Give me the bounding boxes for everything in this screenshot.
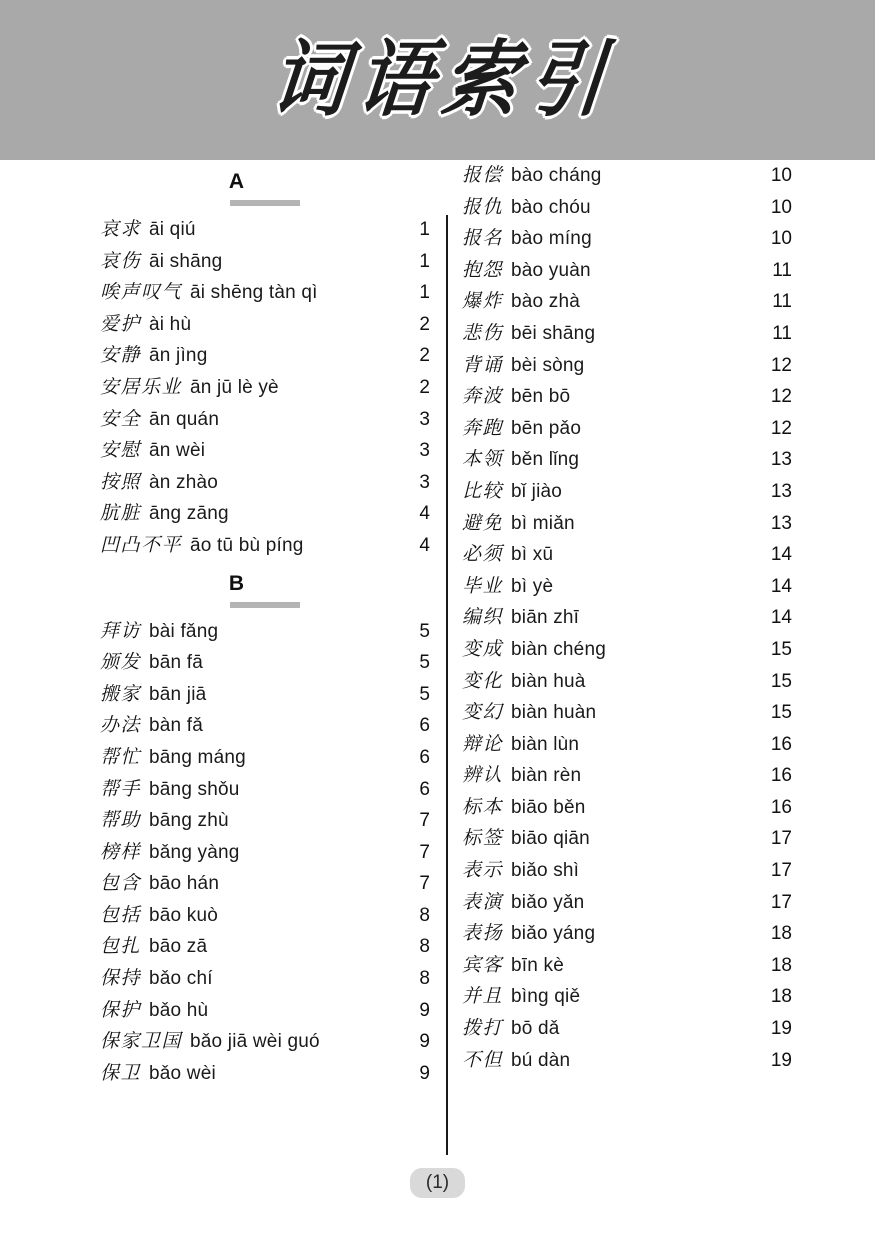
- entry-pinyin: bǎo wèi: [149, 1062, 216, 1084]
- entry-pinyin: biàn lùn: [511, 733, 580, 755]
- entry-page-number: 6: [419, 715, 430, 737]
- entry-pinyin: bāo hán: [149, 873, 220, 895]
- entry-pinyin: bèi sòng: [511, 354, 585, 376]
- index-entry-text: [100, 616, 386, 643]
- entry-pinyin: bú dàn: [511, 1049, 571, 1071]
- entry-word: 哀伤: [100, 249, 142, 272]
- entry-word: 避免: [462, 511, 504, 534]
- entry-word: 保护: [100, 998, 142, 1021]
- page-footer: [0, 1168, 875, 1198]
- entry-word: 安慰: [100, 439, 142, 462]
- entry-word: 肮脏: [100, 502, 142, 525]
- index-entry-text: [462, 444, 748, 471]
- entry-word: 报名: [462, 227, 504, 250]
- entry-word: 悲伤: [462, 321, 504, 344]
- entry-page-number: 10: [770, 228, 792, 250]
- index-entry-text: [462, 602, 748, 629]
- entry-page-number: 13: [770, 449, 792, 471]
- entry-word: 唉声叹气: [100, 281, 183, 304]
- index-entry-row[interactable]: [462, 918, 792, 950]
- entry-pinyin: bō dǎ: [511, 1018, 560, 1040]
- index-entry-text: [100, 1058, 386, 1085]
- entry-pinyin: bēi shāng: [511, 322, 596, 344]
- index-entry-row[interactable]: [100, 837, 430, 869]
- index-entry-text: [462, 887, 748, 914]
- entry-word: 抱怨: [462, 258, 504, 281]
- section-rule: [230, 602, 300, 608]
- index-entry-row[interactable]: [462, 634, 792, 666]
- index-entry-row[interactable]: [100, 404, 430, 436]
- entry-pinyin: bǎo jiā wèi guó: [190, 1031, 320, 1053]
- index-entry-row[interactable]: [462, 508, 792, 540]
- entry-pinyin: bào míng: [511, 228, 592, 250]
- entry-page-number: 4: [419, 503, 430, 525]
- index-entry-text: [462, 286, 748, 313]
- index-entry-row[interactable]: [100, 246, 430, 278]
- entry-page-number: 11: [772, 291, 792, 313]
- entry-page-number: 7: [419, 810, 430, 832]
- entry-page-number: 7: [419, 873, 430, 895]
- entry-pinyin: biǎo shì: [511, 860, 580, 882]
- entry-page-number: 7: [419, 841, 430, 863]
- index-entry-text: [100, 995, 386, 1022]
- entry-pinyin: bǎo chí: [149, 968, 213, 990]
- index-entry-text: [462, 192, 748, 219]
- entry-pinyin: àn zhào: [149, 471, 219, 493]
- entry-word: 毕业: [462, 574, 504, 597]
- entry-page-number: 14: [770, 575, 792, 597]
- entry-page-number: 3: [419, 408, 430, 430]
- index-entry-text: [462, 855, 748, 882]
- index-entry-row[interactable]: [100, 805, 430, 837]
- index-entry-text: [462, 950, 748, 977]
- entry-pinyin: bàn fǎ: [149, 715, 204, 737]
- index-entry-row[interactable]: [462, 792, 792, 824]
- index-entry-text: [100, 214, 386, 241]
- entry-page-number: 6: [419, 746, 430, 768]
- index-entry-text: [462, 697, 748, 724]
- index-entry-row[interactable]: [462, 855, 792, 887]
- entry-word: 报偿: [462, 164, 504, 186]
- entry-page-number: 2: [419, 345, 430, 367]
- entry-pinyin: ài hù: [149, 313, 192, 335]
- index-entry-text: [100, 679, 386, 706]
- index-entry-text: [100, 498, 386, 525]
- index-entry-row[interactable]: [462, 286, 792, 318]
- entry-page-number: 18: [770, 923, 792, 945]
- entry-pinyin: bì miǎn: [511, 512, 575, 534]
- entry-pinyin: bǎng yàng: [149, 841, 240, 863]
- entry-pinyin: biān zhī: [511, 607, 580, 629]
- index-entry-text: [100, 931, 386, 958]
- index-entry-text: [462, 350, 748, 377]
- index-entry-row[interactable]: [462, 760, 792, 792]
- entry-word: 安静: [100, 344, 142, 367]
- entry-word: 表扬: [462, 922, 504, 945]
- entry-pinyin: bīn kè: [511, 954, 564, 976]
- index-entry-text: [100, 277, 386, 304]
- entry-page-number: 3: [419, 440, 430, 462]
- entry-page-number: 16: [770, 733, 792, 755]
- index-entry-text: [100, 372, 386, 399]
- entry-page-number: 2: [419, 313, 430, 335]
- entry-word: 颁发: [100, 651, 142, 674]
- index-entry-row[interactable]: [100, 530, 430, 562]
- entry-word: 本领: [462, 448, 504, 471]
- index-entry-text: [100, 963, 386, 990]
- index-entry-text: [462, 634, 748, 661]
- entry-page-number: 15: [770, 702, 792, 724]
- index-entry-row[interactable]: [100, 963, 430, 995]
- entry-pinyin: biàn rèn: [511, 765, 582, 787]
- entry-word: 表演: [462, 890, 504, 913]
- entry-word: 奔波: [462, 385, 504, 408]
- section-letter: A: [228, 170, 246, 193]
- entry-pinyin: āi qiú: [149, 219, 196, 240]
- entry-word: 不但: [462, 1048, 504, 1071]
- column-divider: [446, 215, 448, 1155]
- entry-word: 标本: [462, 795, 504, 818]
- entry-word: 保持: [100, 967, 142, 990]
- entry-page-number: 8: [419, 968, 430, 990]
- entry-pinyin: bāng zhù: [149, 810, 229, 832]
- page-number-badge: (1): [410, 1168, 465, 1198]
- index-entry-row[interactable]: [462, 666, 792, 698]
- entry-word: 变成: [462, 637, 504, 660]
- entry-pinyin: bān fā: [149, 652, 204, 674]
- index-entry-row[interactable]: [462, 223, 792, 255]
- entry-word: 并且: [462, 985, 504, 1008]
- entry-pinyin: āi shēng tàn qì: [190, 282, 318, 304]
- entry-word: 宾客: [462, 953, 504, 976]
- index-entry-row[interactable]: [462, 887, 792, 919]
- index-entry-row[interactable]: [100, 931, 430, 963]
- index-entry-row[interactable]: [462, 571, 792, 603]
- entry-word: 拨打: [462, 1017, 504, 1040]
- index-entry-row[interactable]: [100, 1058, 430, 1090]
- entry-page-number: 6: [419, 778, 430, 800]
- index-entry-row[interactable]: [100, 277, 430, 309]
- entry-word: 报仇: [462, 195, 504, 218]
- index-entry-text: [100, 647, 386, 674]
- entry-page-number: 10: [770, 196, 792, 218]
- index-entry-text: [462, 792, 748, 819]
- entry-word: 安全: [100, 407, 142, 430]
- index-entry-row[interactable]: [100, 616, 430, 648]
- index-entry-text: [462, 508, 748, 535]
- entry-pinyin: biāo běn: [511, 796, 586, 818]
- entry-page-number: 9: [419, 999, 430, 1021]
- entry-pinyin: āi shāng: [149, 250, 223, 272]
- index-column-left: [100, 160, 430, 1089]
- entry-page-number: 19: [770, 1049, 792, 1071]
- entry-page-number: 15: [770, 670, 792, 692]
- entry-pinyin: bēn bō: [511, 386, 571, 408]
- index-entry-row[interactable]: [100, 372, 430, 404]
- entry-word: 包含: [100, 872, 142, 895]
- index-entry-row[interactable]: [462, 981, 792, 1013]
- index-entry-text: [100, 404, 386, 431]
- entry-word: 变化: [462, 669, 504, 692]
- entry-word: 办法: [100, 714, 142, 737]
- entry-page-number: 5: [419, 652, 430, 674]
- index-entry-text: [462, 571, 748, 598]
- entry-page-number: 16: [770, 765, 792, 787]
- entry-pinyin: bāo zā: [149, 936, 208, 958]
- entry-pinyin: biàn huàn: [511, 702, 597, 724]
- entry-word: 凹凸不平: [100, 533, 183, 556]
- index-column-right: [462, 160, 792, 1076]
- entry-page-number: 4: [419, 534, 430, 556]
- entry-word: 帮手: [100, 777, 142, 800]
- index-entry-row[interactable]: [462, 381, 792, 413]
- index-entry-text: [100, 868, 386, 895]
- index-entry-row[interactable]: [100, 995, 430, 1027]
- entry-page-number: 18: [770, 954, 792, 976]
- index-entry-row[interactable]: [462, 729, 792, 761]
- entry-page-number: 9: [419, 1062, 430, 1084]
- entry-word: 背诵: [462, 353, 504, 376]
- index-entry-row[interactable]: [462, 1013, 792, 1045]
- entry-pinyin: bì yè: [511, 575, 554, 597]
- index-entry-row[interactable]: [462, 476, 792, 508]
- entry-word: 爆炸: [462, 290, 504, 313]
- entry-word: 爱护: [100, 312, 142, 335]
- entry-word: 包括: [100, 903, 142, 926]
- entry-word: 编织: [462, 606, 504, 629]
- entry-pinyin: bǎo hù: [149, 999, 209, 1021]
- entry-word: 按照: [100, 470, 142, 493]
- entry-pinyin: āng zāng: [149, 503, 229, 525]
- index-entry-row[interactable]: [100, 647, 430, 679]
- entry-page-number: 2: [419, 376, 430, 398]
- index-entry-text: [462, 918, 748, 945]
- page-title: 词语索引: [266, 31, 620, 129]
- index-entry-text: [462, 539, 748, 566]
- index-entry-text: [462, 729, 748, 756]
- entry-pinyin: biāo qiān: [511, 828, 590, 850]
- entry-page-number: 1: [419, 282, 430, 304]
- header-banner: [0, 0, 875, 160]
- entry-pinyin: bì xū: [511, 544, 554, 566]
- index-entry-text: [462, 760, 748, 787]
- entry-page-number: 3: [419, 471, 430, 493]
- entry-page-number: 14: [770, 607, 792, 629]
- entry-word: 帮助: [100, 809, 142, 832]
- entry-page-number: 1: [419, 250, 430, 272]
- entry-pinyin: biǎo yáng: [511, 923, 596, 945]
- index-entry-text: [100, 805, 386, 832]
- entry-page-number: 14: [770, 544, 792, 566]
- index-entry-row[interactable]: [100, 467, 430, 499]
- section-header-b: [100, 562, 430, 614]
- entry-page-number: 11: [772, 259, 792, 281]
- entry-pinyin: bēn pǎo: [511, 417, 582, 439]
- index-entry-text: [100, 246, 386, 273]
- index-entry-row[interactable]: [462, 950, 792, 982]
- index-entry-row[interactable]: [100, 435, 430, 467]
- index-entry-text: [462, 255, 748, 282]
- index-entry-text: [462, 223, 748, 250]
- entry-pinyin: bào chóu: [511, 196, 591, 218]
- index-entry-row[interactable]: [462, 413, 792, 445]
- entry-pinyin: bāo kuò: [149, 904, 219, 926]
- entry-page-number: 9: [419, 1031, 430, 1053]
- entry-pinyin: bāng shǒu: [149, 778, 240, 800]
- entry-page-number: 12: [770, 386, 792, 408]
- entry-pinyin: bào yuàn: [511, 259, 591, 281]
- entry-word: 拜访: [100, 619, 142, 642]
- index-entry-text: [100, 774, 386, 801]
- entry-word: 辨认: [462, 764, 504, 787]
- index-entry-text: [100, 837, 386, 864]
- index-entry-text: [100, 435, 386, 462]
- entry-pinyin: ān quán: [149, 408, 220, 430]
- entry-pinyin: bìng qiě: [511, 986, 581, 1008]
- entry-word: 安居乐业: [100, 375, 183, 398]
- entry-page-number: 1: [419, 219, 430, 240]
- entry-pinyin: biàn huà: [511, 670, 586, 692]
- index-entry-row[interactable]: [100, 868, 430, 900]
- entry-page-number: 18: [770, 986, 792, 1008]
- entry-word: 变幻: [462, 701, 504, 724]
- entry-pinyin: ān jìng: [149, 345, 208, 367]
- entry-pinyin: bào zhà: [511, 291, 581, 313]
- entry-pinyin: běn lǐng: [511, 449, 580, 471]
- index-entry-row[interactable]: [462, 697, 792, 729]
- entry-page-number: 19: [770, 1018, 792, 1040]
- entry-page-number: 17: [770, 891, 792, 913]
- entry-page-number: 8: [419, 936, 430, 958]
- index-entry-row[interactable]: [100, 742, 430, 774]
- index-entry-row[interactable]: [100, 340, 430, 372]
- entry-pinyin: āo tū bù píng: [190, 534, 304, 556]
- index-entry-text: [462, 1045, 748, 1072]
- entry-word: 必须: [462, 543, 504, 566]
- index-entry-row[interactable]: [100, 900, 430, 932]
- index-body: [0, 160, 875, 1160]
- index-entry-text: [100, 467, 386, 494]
- index-entry-row[interactable]: [100, 214, 430, 246]
- entry-word: 保家卫国: [100, 1030, 183, 1053]
- section-header-a: [100, 160, 430, 212]
- index-entry-text: [462, 318, 748, 345]
- index-entry-text: [462, 476, 748, 503]
- index-entry-text: [100, 309, 386, 336]
- index-entry-row[interactable]: [100, 309, 430, 341]
- entry-page-number: 10: [770, 165, 792, 186]
- entry-pinyin: bāng máng: [149, 746, 246, 768]
- index-entry-text: [462, 823, 748, 850]
- entry-pinyin: ān jū lè yè: [190, 376, 279, 398]
- index-entry-text: [100, 340, 386, 367]
- index-entry-text: [100, 1026, 386, 1053]
- index-entry-row[interactable]: [462, 160, 792, 192]
- entry-word: 表示: [462, 859, 504, 882]
- index-entry-row[interactable]: [462, 444, 792, 476]
- index-entry-text: [100, 530, 386, 557]
- entry-word: 比较: [462, 479, 504, 502]
- entry-word: 搬家: [100, 682, 142, 705]
- index-entry-row[interactable]: [100, 774, 430, 806]
- index-entry-row[interactable]: [462, 255, 792, 287]
- section-letter: B: [228, 571, 246, 595]
- entry-pinyin: bài fǎng: [149, 620, 219, 642]
- entry-word: 哀求: [100, 218, 142, 240]
- entry-page-number: 12: [770, 354, 792, 376]
- index-entry-text: [100, 710, 386, 737]
- index-entry-row[interactable]: [100, 679, 430, 711]
- entry-page-number: 15: [770, 638, 792, 660]
- index-entry-row[interactable]: [462, 350, 792, 382]
- index-entry-text: [462, 413, 748, 440]
- index-entry-text: [462, 1013, 748, 1040]
- index-entry-row[interactable]: [100, 710, 430, 742]
- entry-page-number: 17: [770, 860, 792, 882]
- entry-word: 榜样: [100, 840, 142, 863]
- entry-pinyin: bào cháng: [511, 165, 602, 186]
- entry-page-number: 13: [770, 512, 792, 534]
- index-entry-row[interactable]: [462, 192, 792, 224]
- entry-word: 保卫: [100, 1061, 142, 1084]
- entry-word: 帮忙: [100, 745, 142, 768]
- entry-pinyin: ān wèi: [149, 440, 206, 462]
- index-entry-row[interactable]: [100, 1026, 430, 1058]
- entry-page-number: 5: [419, 683, 430, 705]
- index-entry-text: [462, 160, 748, 187]
- entry-page-number: 16: [770, 796, 792, 818]
- index-entry-row[interactable]: [462, 823, 792, 855]
- entry-word: 包扎: [100, 935, 142, 958]
- entry-pinyin: biǎo yǎn: [511, 891, 585, 913]
- index-entry-row[interactable]: [462, 1045, 792, 1077]
- entry-pinyin: bǐ jiào: [511, 480, 563, 502]
- entry-page-number: 17: [770, 828, 792, 850]
- index-entry-text: [100, 742, 386, 769]
- entry-pinyin: biàn chéng: [511, 638, 606, 660]
- index-entry-text: [462, 381, 748, 408]
- entry-page-number: 5: [419, 620, 430, 642]
- entry-page-number: 8: [419, 904, 430, 926]
- section-rule: [230, 200, 300, 206]
- index-entry-row[interactable]: [462, 539, 792, 571]
- index-entry-text: [100, 900, 386, 927]
- entry-word: 标签: [462, 827, 504, 850]
- entry-page-number: 12: [770, 417, 792, 439]
- entry-page-number: 11: [772, 322, 792, 344]
- entry-word: 奔跑: [462, 416, 504, 439]
- entry-page-number: 13: [770, 480, 792, 502]
- entry-word: 辩论: [462, 732, 504, 755]
- index-entry-text: [462, 981, 748, 1008]
- entry-pinyin: bān jiā: [149, 683, 207, 705]
- index-entry-row[interactable]: [462, 602, 792, 634]
- index-entry-row[interactable]: [100, 498, 430, 530]
- index-entry-row[interactable]: [462, 318, 792, 350]
- index-entry-text: [462, 666, 748, 693]
